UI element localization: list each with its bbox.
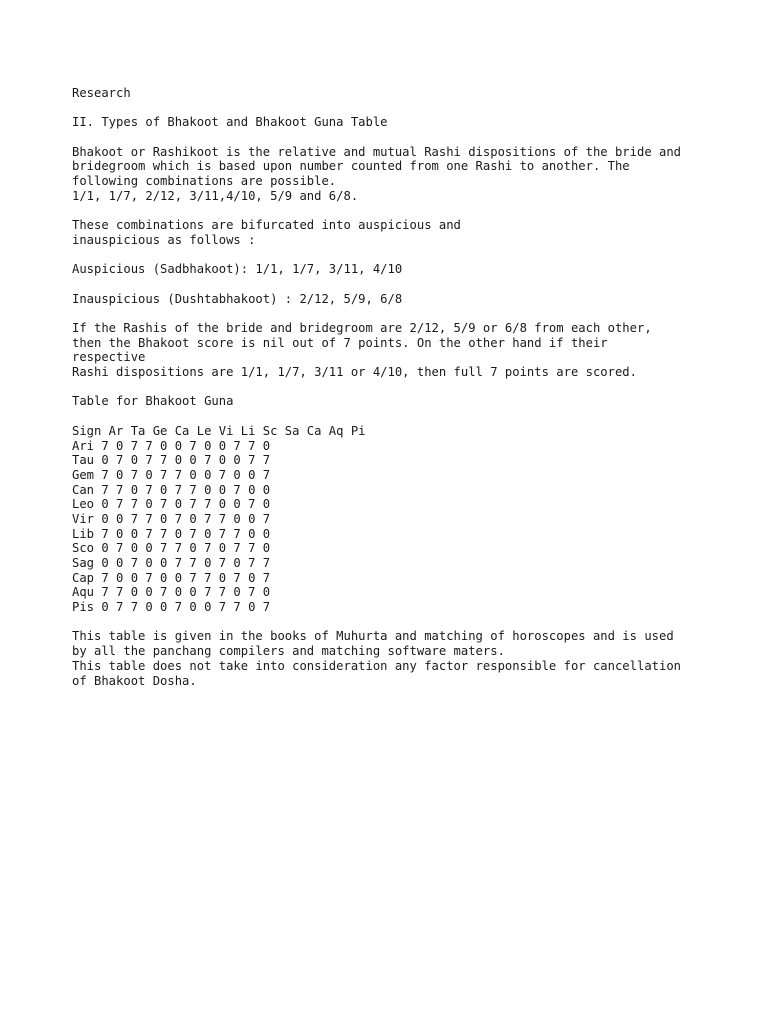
paragraph-line: bridegroom which is based upon number counted from one Rashi to another. The xyxy=(72,159,630,174)
document-heading: Research xyxy=(72,86,131,100)
intro-paragraph xyxy=(72,145,732,204)
table-row: Can 7 7 0 7 0 7 7 0 0 7 0 0 xyxy=(72,482,271,497)
paragraph-line: by all the panchang compilers and matching software maters. xyxy=(72,644,505,659)
paragraph-line: following combinations are possible. xyxy=(72,174,337,189)
table-row: Leo 0 7 7 0 7 0 7 7 0 0 7 0 xyxy=(72,497,271,512)
table-row: Pis 0 7 7 0 0 7 0 0 7 7 0 7 xyxy=(72,600,271,615)
paragraph-line: Rashi dispositions are 1/1, 1/7, 3/11 or 4/10, then full 7 points are scored. xyxy=(72,365,637,380)
table-row: Ari 7 0 7 7 0 0 7 0 0 7 7 0 xyxy=(72,438,271,453)
section-title: II. Types of Bhakoot and Bhakoot Guna Table xyxy=(72,115,388,130)
paragraph-line: Bhakoot or Rashikoot is the relative and mutual Rashi dispositions of the bride and xyxy=(72,144,682,159)
spacer xyxy=(72,277,732,292)
paragraph-line: 1/1, 1/7, 2/12, 3/11,4/10, 5/9 and 6/8. xyxy=(72,188,359,203)
spacer xyxy=(72,380,732,395)
spacer xyxy=(72,306,732,321)
table-row: Sco 0 7 0 0 7 7 0 7 0 7 7 0 xyxy=(72,541,271,556)
spacer xyxy=(72,130,732,145)
auspicious-line: Auspicious (Sadbhakoot): 1/1, 1/7, 3/11, 4/10 xyxy=(72,262,403,277)
table-row: Cap 7 0 0 7 0 0 7 7 0 7 0 7 xyxy=(72,570,271,585)
paragraph-line: These combinations are bifurcated into auspicious and xyxy=(72,218,461,233)
paragraph-line: respective xyxy=(72,350,146,365)
paragraph-line: inauspicious as follows : xyxy=(72,232,256,247)
spacer xyxy=(72,409,732,424)
paragraph-line: This table is given in the books of Muhurta and matching of horoscopes and is used xyxy=(72,629,674,644)
table-row: Sag 0 0 7 0 0 7 7 0 7 0 7 7 xyxy=(72,556,271,570)
table-row: Lib 7 0 0 7 7 0 7 0 7 7 0 0 xyxy=(72,526,271,541)
bhakoot-table xyxy=(72,424,732,615)
paragraph-line: This table does not take into consideration any factor responsible for cancellation xyxy=(72,658,682,673)
table-header: Sign Ar Ta Ge Ca Le Vi Li Sc Sa Ca Aq Pi xyxy=(72,423,366,438)
table-row: Aqu 7 7 0 0 7 0 0 7 7 0 7 0 xyxy=(72,585,271,600)
inauspicious-line: Inauspicious (Dushtabhakoot) : 2/12, 5/9, 6/8 xyxy=(72,291,403,306)
spacer xyxy=(72,101,732,116)
paragraph-line: then the Bhakoot score is nil out of 7 points. On the other hand if their xyxy=(72,335,608,350)
table-title: Table for Bhakoot Guna xyxy=(72,394,234,409)
paragraph-line: of Bhakoot Dosha. xyxy=(72,673,197,688)
table-row: Tau 0 7 0 7 7 0 0 7 0 0 7 7 xyxy=(72,453,271,468)
spacer xyxy=(72,615,732,630)
document-page xyxy=(72,86,732,688)
spacer xyxy=(72,248,732,263)
paragraph-line: If the Rashis of the bride and bridegroom are 2/12, 5/9 or 6/8 from each other, xyxy=(72,321,652,335)
table-row: Gem 7 0 7 0 7 7 0 0 7 0 0 7 xyxy=(72,467,271,482)
bifurcation-paragraph xyxy=(72,218,732,247)
table-row: Vir 0 0 7 7 0 7 0 7 7 0 0 7 xyxy=(72,511,271,526)
rule-paragraph xyxy=(72,321,732,380)
spacer xyxy=(72,204,732,219)
closing-paragraph xyxy=(72,629,732,688)
